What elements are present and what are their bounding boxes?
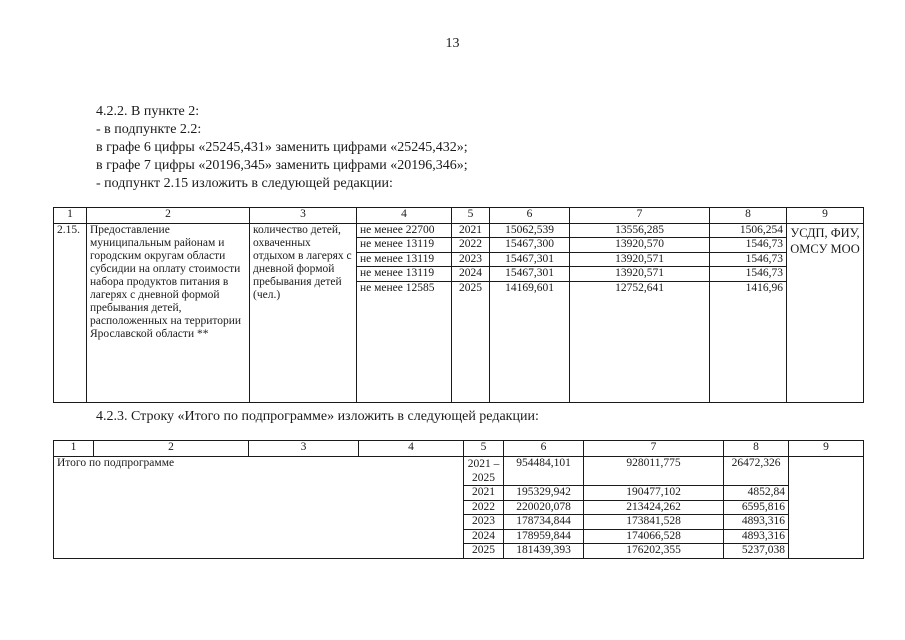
year-cell: 2024 [464,529,504,544]
paragraph-line: в графе 7 цифры «20196,345» заменить цифрами «20196,346»; [96,158,468,173]
year-cell: 2025 [452,281,490,295]
target-value: не менее 13119 [357,252,452,266]
col-header: 6 [490,208,570,224]
col6-cell: 195329,942 [504,486,584,501]
col6-cell: 15062,539 [490,224,570,238]
col8-cell: 1416,96 [710,281,787,295]
target-value: не менее 13119 [357,267,452,281]
paragraph-line: - в подпункте 2.2: [96,122,202,137]
col-header: 5 [464,441,504,457]
year-cell: 2021 [452,224,490,238]
col7-cell: 13556,285 [570,224,710,238]
paragraph-line: в графе 6 цифры «25245,431» заменить цифрами «25245,432»; [96,140,468,155]
year-cell: 2023 [464,515,504,530]
col-header: 7 [570,208,710,224]
col-header: 3 [249,441,359,457]
col8-cell: 1546,73 [710,267,787,281]
year-range: 2021 – 2025 [467,458,500,484]
col6-cell: 181439,393 [504,544,584,559]
empty-cell [452,295,490,403]
item-description: Предоставление муниципальным районам и городским округам области субсидии на оплату стоимости набора продуктов питания в лагерях с дневной формой пребывания детей, расположенных на территории Ярославской области ** [87,224,250,403]
col7-cell: 173841,528 [584,515,724,530]
col6-cell: 15467,300 [490,238,570,252]
col7-cell: 13920,570 [570,238,710,252]
col7-cell: 213424,262 [584,500,724,515]
target-value: не менее 22700 [357,224,452,238]
empty-cell [710,295,787,403]
col-header: 8 [724,441,789,457]
col7-cell: 928011,775 [584,457,724,486]
table-header-row [54,208,864,224]
table-header-row [54,441,864,457]
col6-cell: 15467,301 [490,252,570,266]
item-number: 2.15. [54,224,87,403]
empty-cell [357,295,452,403]
col7-cell: 190477,102 [584,486,724,501]
col-header: 9 [787,208,864,224]
col8-cell: 4893,316 [724,529,789,544]
table-row [54,457,864,486]
col8-cell: 1546,73 [710,252,787,266]
empty-cell [490,295,570,403]
col8-cell: 4852,84 [724,486,789,501]
empty-cell [570,295,710,403]
col8-cell: 1546,73 [710,238,787,252]
year-cell: 2022 [464,500,504,515]
col-header: 7 [584,441,724,457]
paragraph-line: 4.2.2. В пункте 2: [96,104,200,119]
col7-cell: 12752,641 [570,281,710,295]
col7-cell: 176202,355 [584,544,724,559]
col-header: 2 [94,441,249,457]
col-header: 6 [504,441,584,457]
year-cell: 2024 [452,267,490,281]
table-row [54,224,864,238]
col-header: 4 [357,208,452,224]
year-cell: 2021 [464,486,504,501]
year-cell: 2023 [452,252,490,266]
empty-cell [789,457,864,559]
col7-cell: 174066,528 [584,529,724,544]
col8-cell: 26472,326 [724,457,789,486]
executor-cell [787,224,864,403]
paragraph-line: - подпункт 2.15 изложить в следующей редакции: [96,176,393,191]
col-header: 2 [87,208,250,224]
total-label: Итого по подпрограмме [54,457,464,559]
col-header: 9 [789,441,864,457]
col-header: 5 [452,208,490,224]
target-value: не менее 12585 [357,281,452,295]
col8-cell: 1506,254 [710,224,787,238]
col-header: 8 [710,208,787,224]
col8-cell: 5237,038 [724,544,789,559]
item-indicator: количество детей, охваченных отдыхом в лагерях с дневной формой пребывания детей (чел.) [250,224,357,403]
col-header: 1 [54,208,87,224]
year-cell: 2025 [464,544,504,559]
year-cell [464,457,504,486]
col8-cell: 4893,316 [724,515,789,530]
year-cell: 2022 [452,238,490,252]
col-header: 1 [54,441,94,457]
executor-text: УСДП, ФИУ, ОМСУ МОО [790,226,860,256]
target-value: не менее 13119 [357,238,452,252]
subprogram-item-table [53,207,864,403]
col6-cell: 178959,844 [504,529,584,544]
page-number: 13 [445,36,460,51]
col7-cell: 13920,571 [570,267,710,281]
col6-cell: 178734,844 [504,515,584,530]
col6-cell: 954484,101 [504,457,584,486]
col-header: 4 [359,441,464,457]
subprogram-total-table [53,440,864,559]
col6-cell: 15467,301 [490,267,570,281]
col6-cell: 220020,078 [504,500,584,515]
col8-cell: 6595,816 [724,500,789,515]
col7-cell: 13920,571 [570,252,710,266]
col-header: 3 [250,208,357,224]
col6-cell: 14169,601 [490,281,570,295]
section-heading: 4.2.3. Строку «Итого по подпрограмме» изложить в следующей редакции: [96,409,539,424]
